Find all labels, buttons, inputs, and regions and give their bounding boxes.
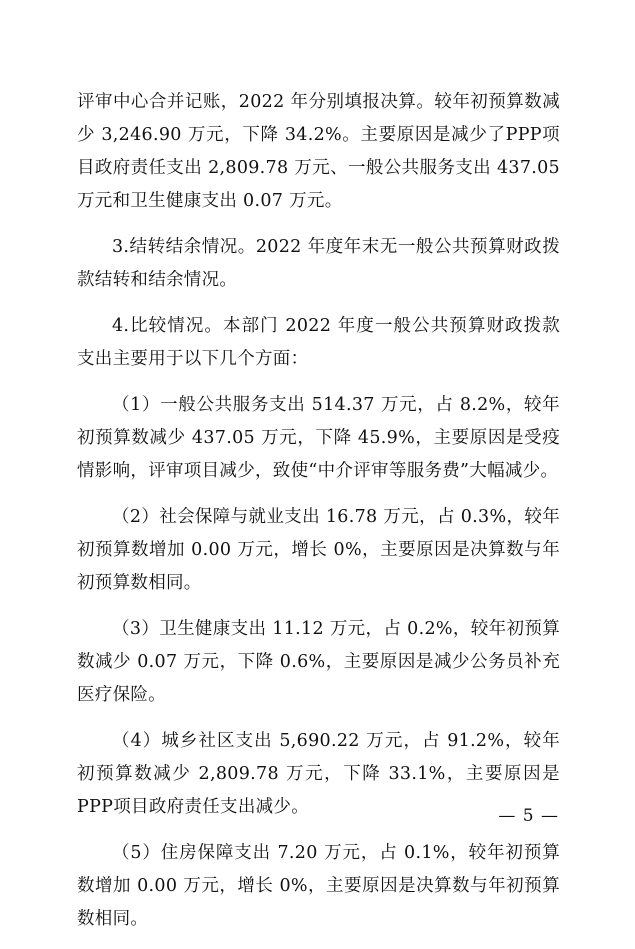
document-body xyxy=(77,86,560,949)
paragraph-item-4: （4）城乡社区支出 5,690.22 万元，占 91.2%，较年初预算数减少 2,809.78 万元，下降 33.1%，主要原因是PPP项目政府责任支出减少。 xyxy=(77,731,560,817)
paragraph-comparison: 4.比较情况。本部门 2022 年度一般公共预算财政拨款支出主要用于以下几个方面： xyxy=(77,316,560,369)
paragraph-item-3: （3）卫生健康支出 11.12 万元，占 0.2%，较年初预算数减少 0.07 万元，下降 0.6%，主要原因是减少公务员补充医疗保险。 xyxy=(77,619,560,705)
page-number: — 5 — xyxy=(498,806,559,826)
paragraph-item-5: （5）住房保障支出 7.20 万元，占 0.1%，较年初预算数增加 0.00 万元，增长 0%，主要原因是决算数与年初预算数相同。 xyxy=(77,843,560,929)
paragraph-item-1: （1）一般公共服务支出 514.37 万元，占 8.2%，较年初预算数减少 437.05 万元，下降 45.9%，主要原因是受疫情影响，评审项目减少，致使“中介评审等服务费”大幅减少。 xyxy=(77,395,560,481)
paragraph-carryover: 3.结转结余情况。2022 年度年末无一般公共预算财政拨款结转和结余情况。 xyxy=(77,237,560,290)
paragraph-item-2: （2）社会保障与就业支出 16.78 万元，占 0.3%，较年初预算数增加 0.00 万元，增长 0%，主要原因是决算数与年初预算数相同。 xyxy=(77,507,560,593)
paragraph-continuation: 评审中心合并记账，2022 年分别填报决算。较年初预算数减少 3,246.90 万元，下降 34.2%。主要原因是减少了PPP项目政府责任支出 2,809.78 万元、一般公共服务支出 437.05 万元和卫生健康支出 0.07 万元。 xyxy=(77,92,560,211)
